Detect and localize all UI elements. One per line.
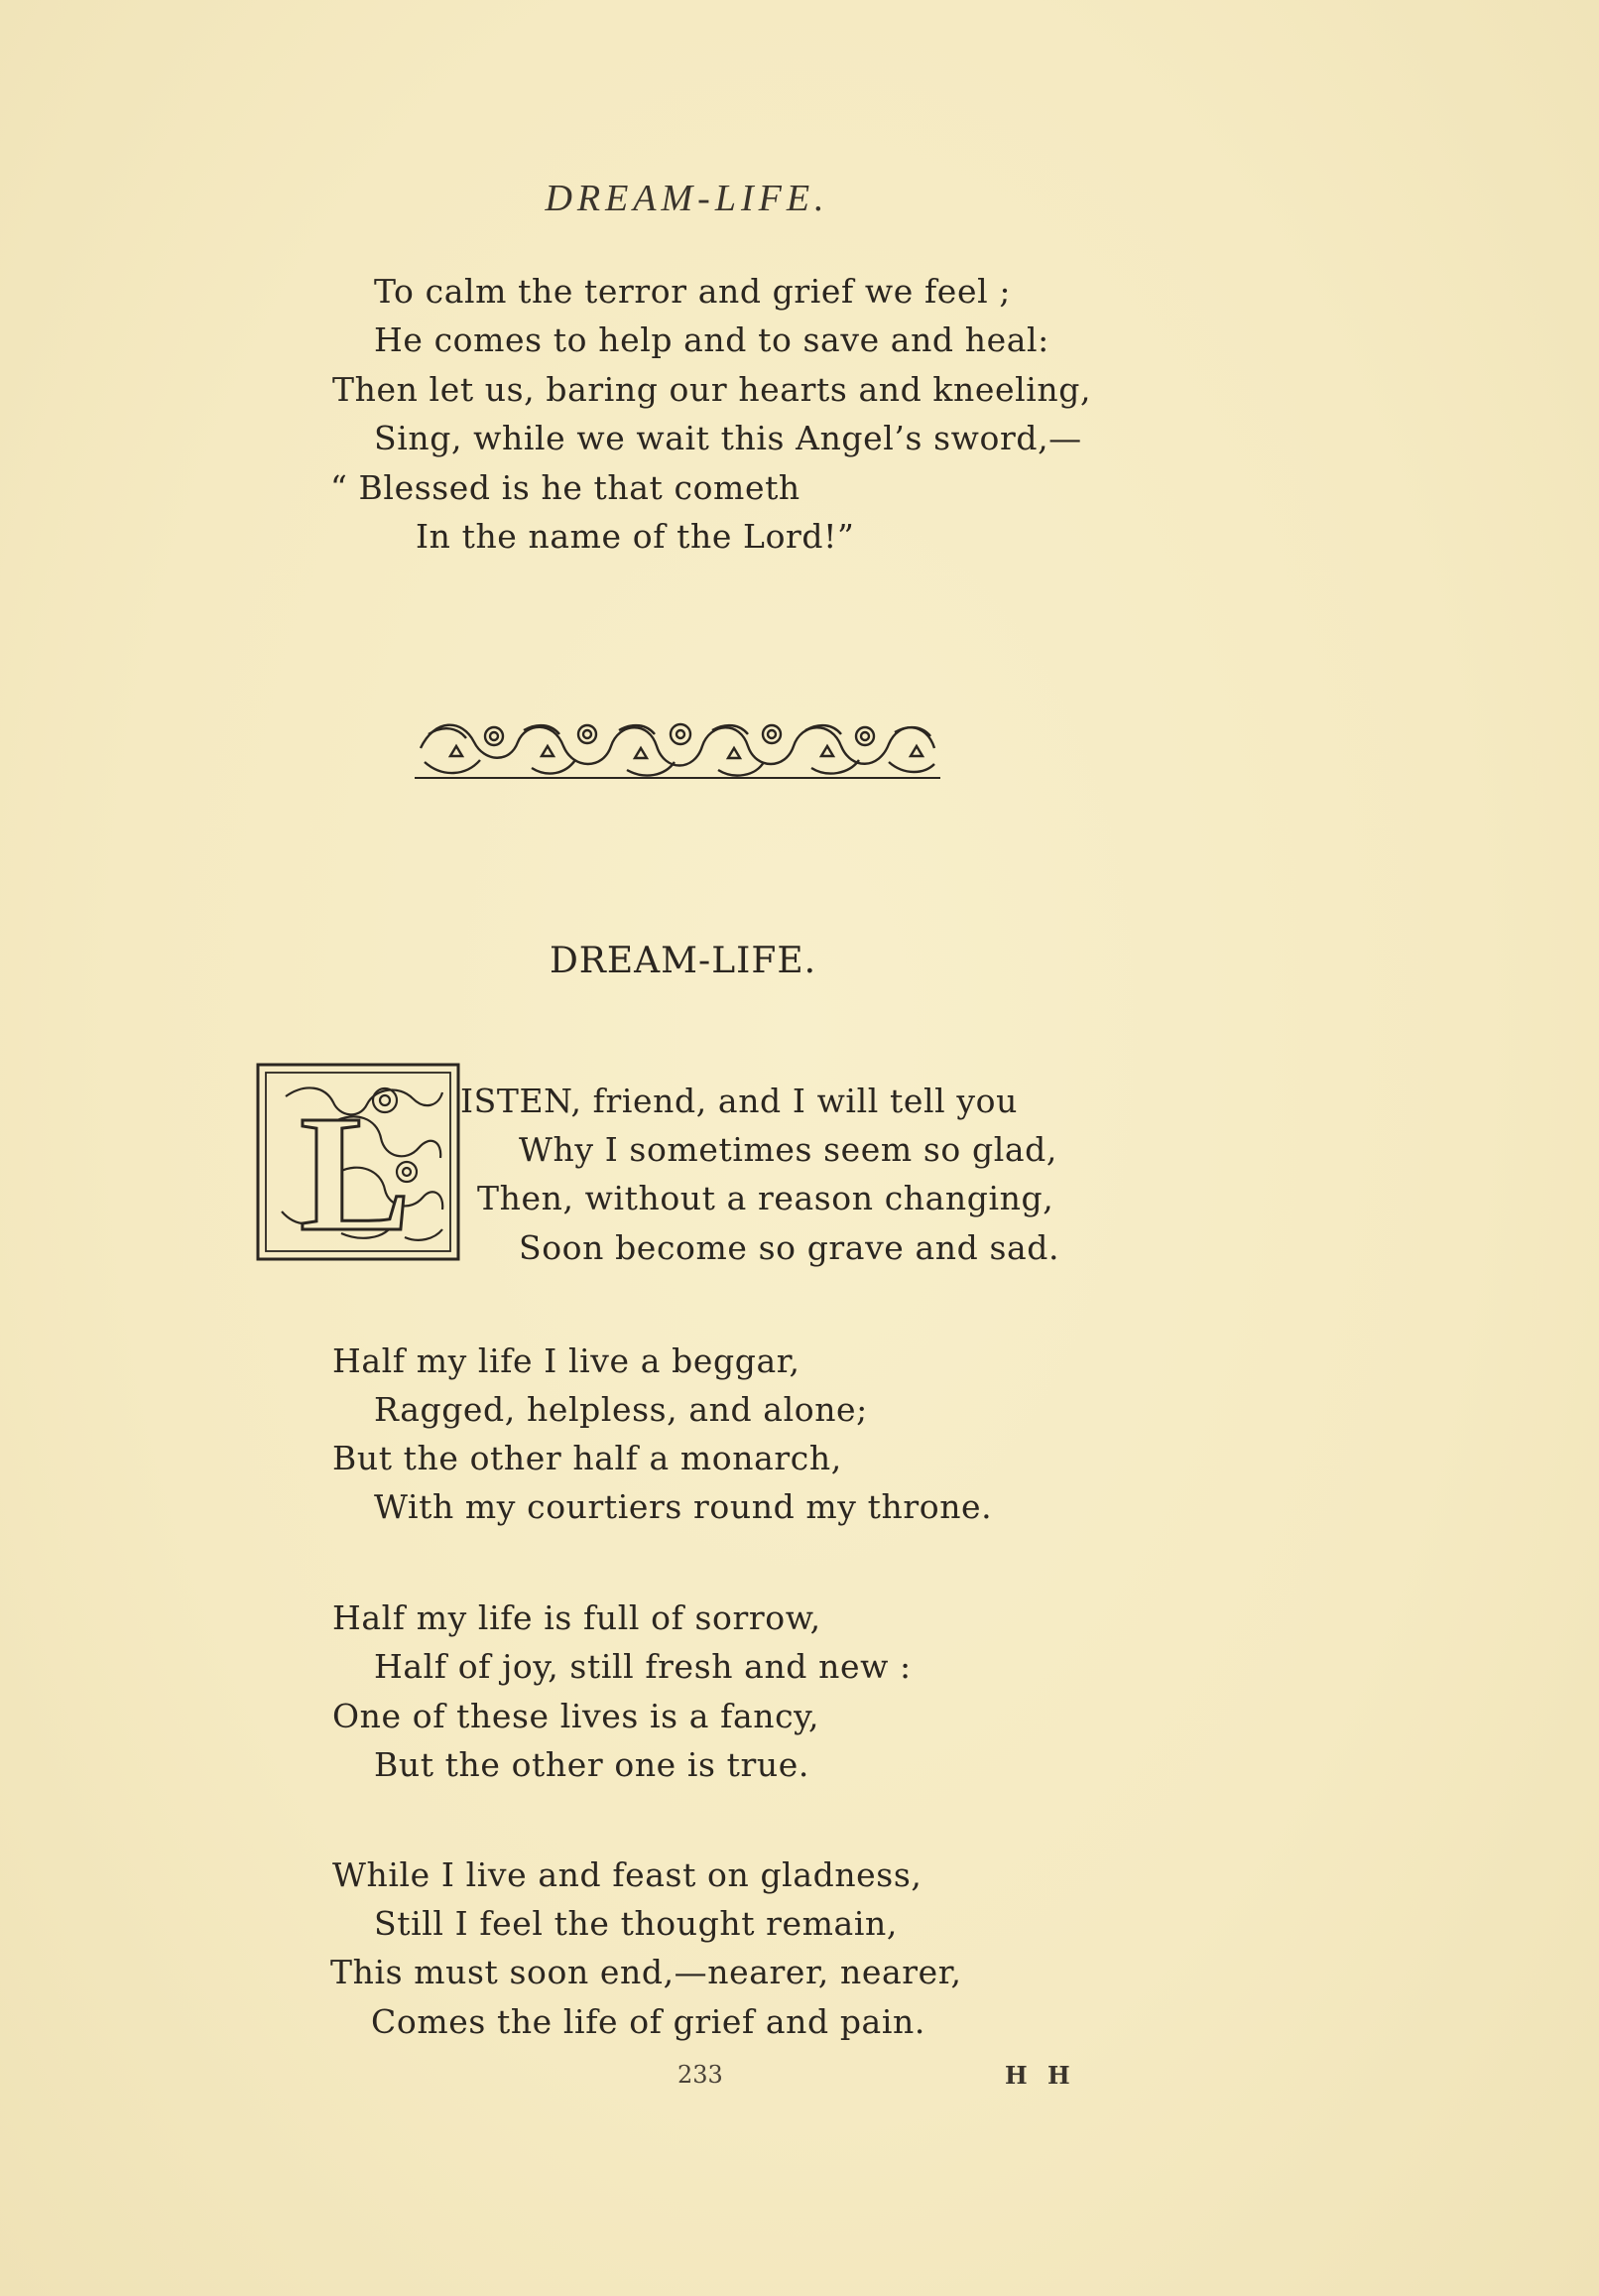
floral-scroll-ornament-icon [415,712,940,784]
page-number: 233 [677,2061,723,2089]
stanza-4-line: Still I feel the thought remain, [374,1904,898,1943]
stanza-2-line: Ragged, helpless, and alone; [374,1390,868,1429]
prev-poem-line: To calm the terror and grief we feel ; [374,272,1012,311]
drop-cap-letter-l [256,1063,460,1261]
stanza-1-line: Soon become so grave and sad. [519,1228,1060,1267]
stanza-4-line: While I live and feast on gladness, [332,1855,922,1894]
stanza-2-line: But the other half a monarch, [332,1439,842,1477]
stanza-2-line: With my courtiers round my throne. [374,1487,993,1526]
stanza-3-line: Half of joy, still fresh and new : [374,1647,912,1686]
stanza-3-line: One of these lives is a fancy, [332,1697,820,1735]
stanza-3-line: But the other one is true. [374,1745,809,1784]
stanza-1-line: ISTEN, friend, and I will tell you [460,1082,1018,1120]
stanza-4-line: This must soon end,—nearer, nearer, [330,1953,962,1991]
stanza-1-line: Why I sometimes seem so glad, [519,1130,1057,1169]
running-head: DREAM-LIFE. [545,178,829,219]
prev-poem-line: In the name of the Lord!” [416,517,855,556]
drop-cap-glyph: L [300,1082,412,1261]
signature-mark: H H [1005,2061,1076,2090]
prev-poem-line: He comes to help and to save and heal: [374,320,1049,359]
prev-poem-line: Then let us, baring our hearts and kneeling, [332,370,1092,409]
stanza-4-line: Comes the life of grief and pain. [371,2002,925,2041]
stanza-3-line: Half my life is full of sorrow, [332,1598,821,1637]
prev-poem-line: Sing, while we wait this Angel’s sword,— [374,419,1082,457]
stanza-1-line: Then, without a reason changing, [477,1179,1054,1217]
poem-title: DREAM-LIFE. [549,941,817,981]
prev-poem-line: “ Blessed is he that cometh [330,468,800,507]
stanza-2-line: Half my life I live a beggar, [332,1341,800,1380]
